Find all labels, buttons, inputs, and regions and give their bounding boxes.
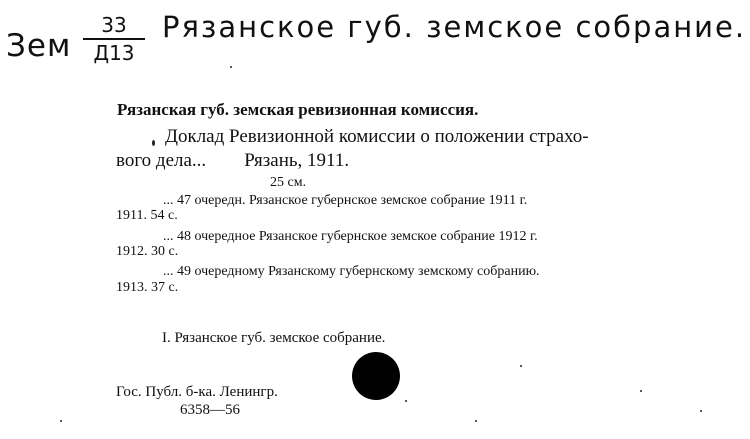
punch-hole bbox=[352, 352, 400, 400]
shelf-mark-top: 33 bbox=[101, 13, 127, 37]
shelf-mark-bottom: Д13 bbox=[93, 41, 135, 65]
speck bbox=[60, 420, 62, 422]
handwritten-heading: Рязанское губ. земское собрание. bbox=[162, 10, 747, 44]
subject-heading: I. Рязанское губ. земское собрание. bbox=[162, 330, 386, 346]
speck bbox=[700, 410, 702, 412]
title-line-2 bbox=[116, 150, 349, 172]
entry-3-line-1: ... 49 очередному Рязанскому губернскому земскому собранию. bbox=[163, 264, 540, 279]
holding-number: 6358—56 bbox=[180, 402, 240, 418]
title-line-1: Доклад Ревизионной комиссии о положении страхо- bbox=[165, 126, 589, 147]
place-year: Рязань, 1911. bbox=[244, 150, 350, 171]
entry-3-line-2: 1913. 37 с. bbox=[116, 280, 179, 295]
entry-1-line-2: 1911. 54 с. bbox=[116, 208, 178, 223]
shelf-mark-fraction bbox=[83, 14, 145, 64]
holding-library: Гос. Публ. б-ка. Ленингр. bbox=[116, 384, 278, 400]
speck bbox=[405, 400, 407, 402]
entry-2-line-1: ... 48 очередное Рязанское губернское земское собрание 1912 г. bbox=[163, 229, 538, 244]
entry-2-line-2: 1912. 30 с. bbox=[116, 244, 179, 259]
title-continuation: вого дела... bbox=[116, 150, 207, 171]
speck bbox=[640, 390, 642, 392]
speck bbox=[475, 420, 477, 422]
physical-size: 25 см. bbox=[270, 175, 307, 190]
speck bbox=[152, 140, 155, 146]
shelf-mark-prefix: Зем bbox=[6, 28, 72, 64]
shelf-mark-divider bbox=[83, 38, 145, 40]
speck bbox=[230, 66, 232, 68]
author-heading: Рязанская губ. земская ревизионная комиссия. bbox=[117, 100, 479, 119]
entry-1-line-1: ... 47 очередн. Рязанское губернское земское собрание 1911 г. bbox=[163, 193, 528, 208]
speck bbox=[520, 365, 522, 367]
